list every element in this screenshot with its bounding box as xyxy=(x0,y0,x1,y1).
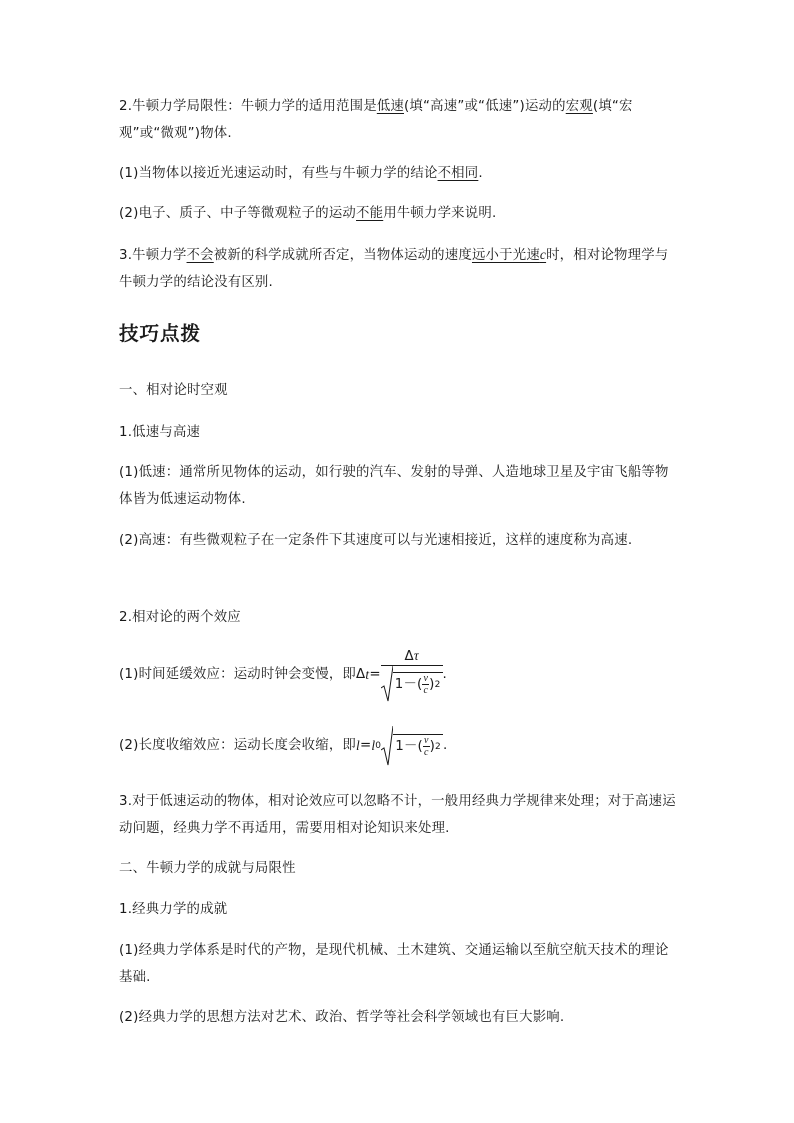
radicand xyxy=(393,734,443,758)
subsection-achievements-title: 1.经典力学的成就 xyxy=(119,902,228,917)
text: (填“宏观”或“微观”)物体. xyxy=(119,99,633,141)
answer-underlined: 宏观 xyxy=(565,99,593,114)
section-2-title: 二、牛顿力学的成就与局限性 xyxy=(119,861,296,876)
v-over-c xyxy=(423,735,430,758)
v-over-c xyxy=(422,673,429,696)
text: 被新的科学成就所否定，当物体运动的速度 xyxy=(213,248,472,263)
answer-underlined xyxy=(472,248,546,263)
text: 1－( xyxy=(394,676,423,692)
variable-l0: l xyxy=(371,738,376,753)
text: (2)电子、质子、中子等微观粒子的运动 xyxy=(119,206,357,221)
achievement-2-paragraph: (2)经典力学的思想方法对艺术、政治、哲学等社会科学领域也有巨大影响. xyxy=(119,1010,565,1025)
newton-not-negated-paragraph xyxy=(119,241,677,296)
equals-sign: = xyxy=(369,667,381,682)
variable-tau: τ xyxy=(413,648,419,663)
text: 3.牛顿力学 xyxy=(119,248,187,263)
text: ) xyxy=(429,676,435,692)
text: (填“高速”或“低速”)运动的 xyxy=(404,99,566,114)
limitation-item-1 xyxy=(119,160,677,187)
equals-sign: = xyxy=(359,738,372,753)
answer-underlined: 低速 xyxy=(376,99,404,114)
answer-underlined: 不相同 xyxy=(437,166,479,181)
subscript: 0 xyxy=(375,741,382,751)
radicand xyxy=(393,672,443,696)
variable-c: c xyxy=(423,685,429,696)
time-dilation-fraction xyxy=(381,648,443,702)
low-speed-paragraph: (1)低速：通常所见物体的运动，如行驶的汽车、发射的导弹、人造地球卫星及宇宙飞船等物体皆为低速运动物体. xyxy=(119,465,669,507)
text: (1)时间延缓效应：运动时钟会变慢，即 xyxy=(119,667,357,682)
text: ) xyxy=(429,738,436,754)
text: (1)当物体以接近光速运动时，有些与牛顿力学的结论 xyxy=(119,166,438,181)
text: 时，相对论物理学与牛顿力学的结论没有区别. xyxy=(119,248,669,290)
text: . xyxy=(442,738,448,753)
radical-sign-icon xyxy=(381,666,393,702)
achievement-1-paragraph: (1)经典力学体系是时代的产物，是现代机械、土木建筑、交通运输以至航空航天技术的理论基础. xyxy=(119,943,669,985)
answer-underlined: 不能 xyxy=(356,206,384,221)
variable-v: v xyxy=(423,735,429,746)
variable-c: c xyxy=(423,747,429,758)
text: 远小于光速 xyxy=(471,248,540,263)
text: 2.牛顿力学局限性：牛顿力学的适用范围是 xyxy=(119,99,377,114)
text: . xyxy=(442,667,447,682)
answer-underlined: 不会 xyxy=(186,248,214,263)
time-dilation-paragraph xyxy=(119,648,677,702)
exponent: 2 xyxy=(435,741,441,752)
newton-limitation-paragraph xyxy=(119,93,677,147)
relativity-application-paragraph: 3.对于低速运动的物体，相对论效应可以忽略不计，一般用经典力学规律来处理；对于高速运动问题，经典力学不再适用，需要用相对论知识来处理. xyxy=(119,794,676,836)
variable-t: t xyxy=(365,667,370,682)
exponent: 2 xyxy=(434,679,441,690)
subsection-low-high-speed-title: 1.低速与高速 xyxy=(119,425,201,440)
text: . xyxy=(478,166,483,181)
text: (2)长度收缩效应：运动长度会收缩，即 xyxy=(119,738,357,753)
square-root xyxy=(381,666,443,702)
delta-symbol: Δ xyxy=(404,649,414,664)
section-heading: 技巧点拨 xyxy=(119,322,202,345)
text: 1－( xyxy=(395,738,423,754)
high-speed-paragraph: (2)高速：有些微观粒子在一定条件下其速度可以与光速相接近，这样的速度称为高速. xyxy=(119,533,633,548)
subsection-two-effects-title: 2.相对论的两个效应 xyxy=(119,610,241,625)
variable-l: l xyxy=(356,738,360,753)
length-contraction-paragraph xyxy=(119,726,677,766)
radical-sign-icon xyxy=(381,726,393,766)
limitation-item-2 xyxy=(119,200,677,227)
delta-symbol: Δ xyxy=(356,667,366,682)
fraction-numerator xyxy=(381,648,443,666)
square-root xyxy=(381,726,443,766)
fraction-denominator xyxy=(381,666,443,702)
variable-c: c xyxy=(539,247,547,262)
text: 用牛顿力学来说明. xyxy=(383,206,497,221)
section-1-title: 一、相对论时空观 xyxy=(119,383,228,398)
variable-v: v xyxy=(423,673,429,684)
